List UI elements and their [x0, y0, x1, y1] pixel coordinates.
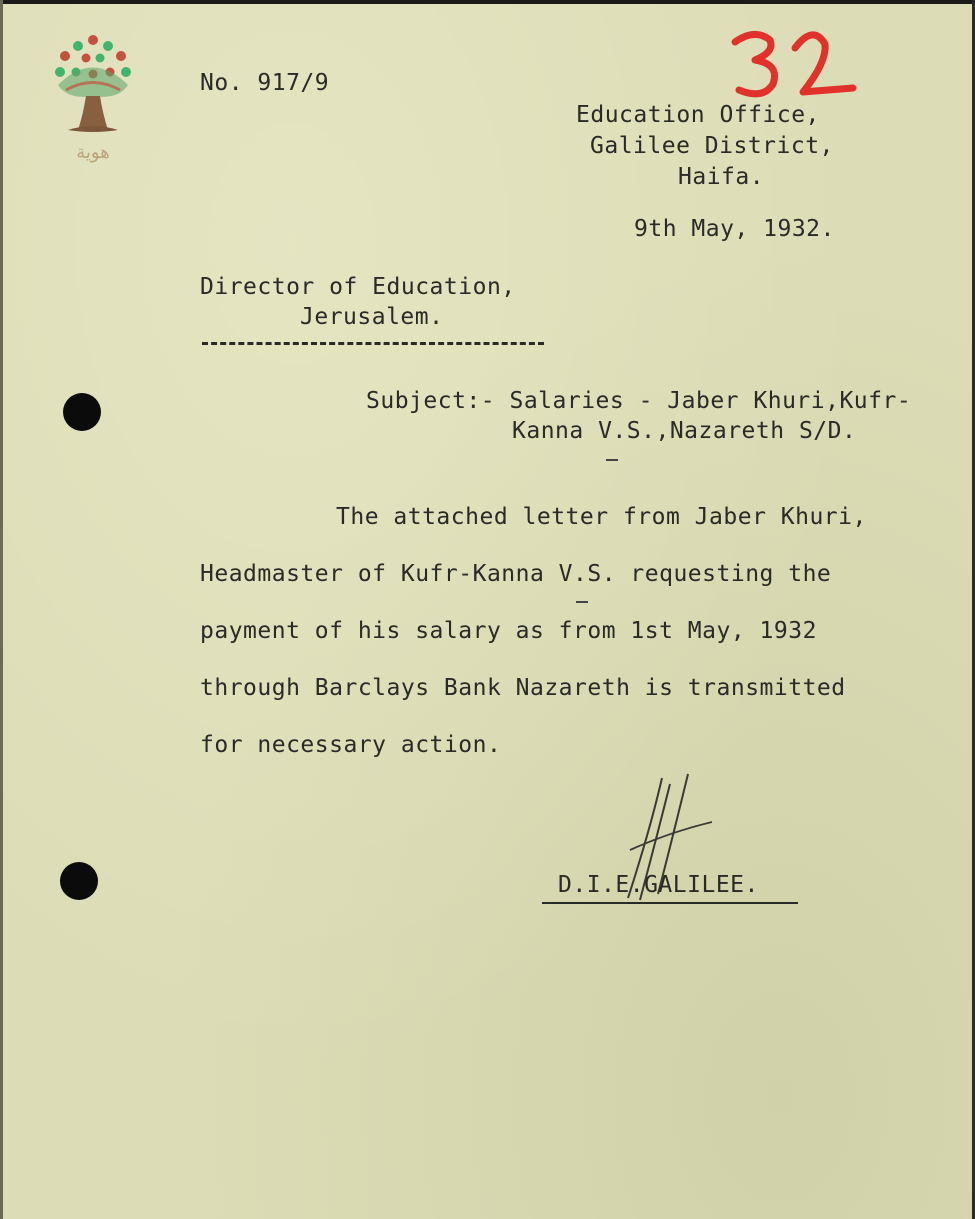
reference-number: No. 917/9	[200, 70, 330, 96]
body-line-4: through Barclays Bank Nazareth is transmitted	[200, 675, 846, 701]
sender-address-line1: Education Office,	[576, 102, 820, 128]
subject-tick-mark	[606, 459, 618, 461]
punch-hole-upper	[63, 393, 101, 431]
recipient-dashed-rule	[202, 342, 544, 345]
signature-block: D.I.E.GALILEE.	[558, 872, 759, 898]
letter-date: 9th May, 1932.	[634, 216, 835, 242]
body-line-1: The attached letter from Jaber Khuri,	[336, 504, 867, 530]
scan-edge-left	[0, 0, 3, 1219]
folio-number-handwritten	[725, 22, 865, 102]
scan-edge-top	[0, 0, 975, 4]
sender-address-line3: Haifa.	[678, 164, 765, 190]
punch-hole-lower	[60, 862, 98, 900]
subject-line1: Subject:- Salaries - Jaber Khuri,Kufr-	[366, 388, 912, 414]
body-line-2: Headmaster of Kufr-Kanna V.S. requesting the	[200, 561, 832, 587]
svg-text:هوية: هوية	[76, 142, 110, 163]
sender-address-line2: Galilee District,	[590, 133, 834, 159]
body-line-5: for necessary action.	[200, 732, 502, 758]
signature-underline	[542, 902, 798, 904]
body-line-3: payment of his salary as from 1st May, 1932	[200, 618, 817, 644]
recipient-line1: Director of Education,	[200, 274, 516, 300]
subject-line2: Kanna V.S.,Nazareth S/D.	[512, 418, 857, 444]
tree-of-people-logo-icon	[38, 30, 148, 200]
body-tick-mark	[576, 601, 588, 603]
recipient-line2: Jerusalem.	[300, 304, 444, 330]
